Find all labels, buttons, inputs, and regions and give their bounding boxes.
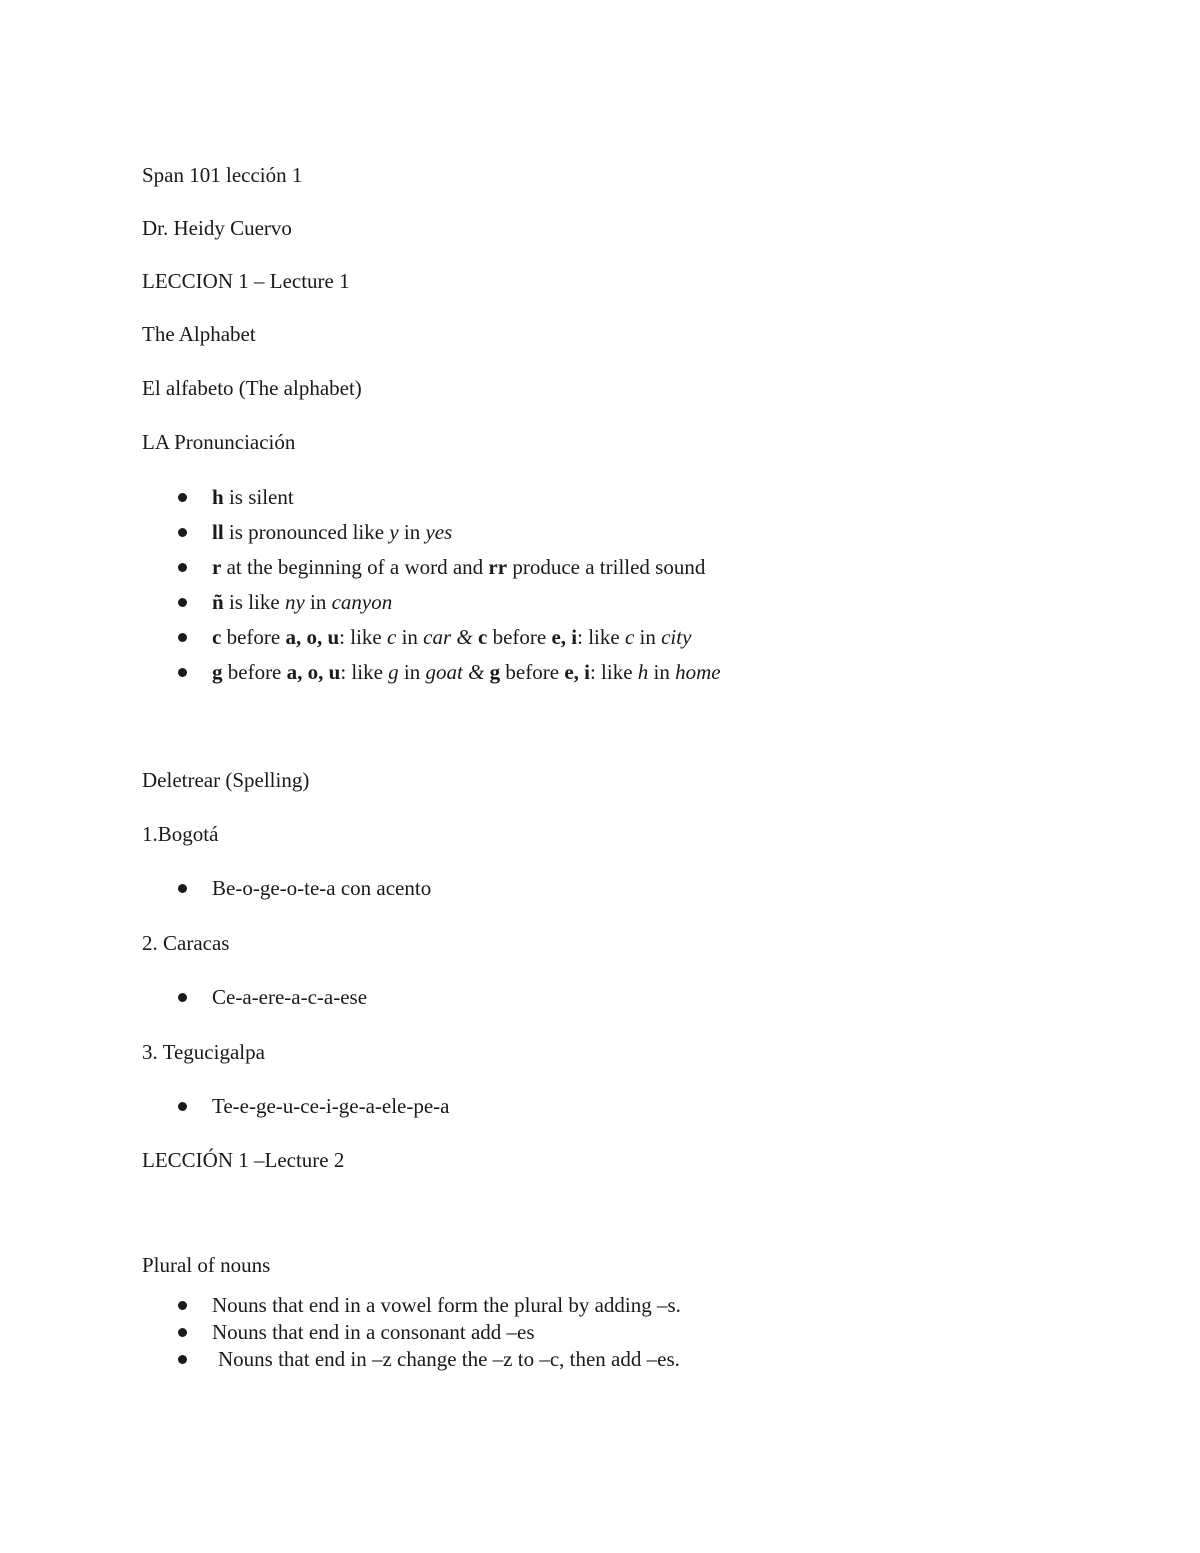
rule-bold-text: a, o, u bbox=[285, 625, 340, 649]
bullet-icon bbox=[178, 668, 187, 677]
rule-bold-text: ll bbox=[212, 520, 224, 544]
lecture-1-title: LECCION 1 – Lecture 1 bbox=[142, 269, 350, 293]
pronunciation-rule bbox=[212, 520, 452, 544]
spelling-word: 1.Bogotá bbox=[142, 822, 219, 846]
rule-italic-text: h bbox=[637, 660, 649, 684]
plural-rule: Nouns that end in a consonant add –es bbox=[212, 1320, 535, 1344]
lecture-2-title: LECCIÓN 1 –Lecture 2 bbox=[142, 1148, 345, 1172]
rule-text: before bbox=[500, 660, 565, 684]
rule-text: in bbox=[398, 660, 426, 684]
rule-text: in bbox=[396, 625, 424, 649]
rule-bold-text: e, i bbox=[564, 660, 590, 684]
rule-text: : like bbox=[339, 625, 387, 649]
bullet-icon bbox=[178, 1102, 187, 1111]
plural-heading: Plural of nouns bbox=[142, 1253, 271, 1277]
rule-text: is silent bbox=[223, 485, 294, 509]
bullet-icon bbox=[178, 1328, 187, 1337]
bullet-icon bbox=[178, 493, 187, 502]
rule-text: in bbox=[398, 520, 426, 544]
spelling-word: 2. Caracas bbox=[142, 931, 230, 955]
instructor-name: Dr. Heidy Cuervo bbox=[142, 216, 292, 240]
plural-rule: Nouns that end in a vowel form the plural by adding –s. bbox=[212, 1293, 681, 1317]
rule-bold-text: h bbox=[212, 485, 224, 509]
rule-italic-text: goat & bbox=[425, 660, 485, 684]
rule-bold-text: c bbox=[212, 625, 222, 649]
rule-italic-text: canyon bbox=[331, 590, 393, 614]
rule-bold-text: e, i bbox=[551, 625, 578, 649]
rule-text: in bbox=[634, 625, 662, 649]
rule-text: is pronounced like bbox=[223, 520, 390, 544]
rule-bold-text: g bbox=[212, 660, 223, 684]
spelling-result: Be-o-ge-o-te-a con acento bbox=[212, 876, 432, 900]
bullet-icon bbox=[178, 884, 187, 893]
rule-bold-text: g bbox=[489, 660, 501, 684]
course-title: Span 101 lección 1 bbox=[142, 163, 303, 187]
bullet-icon bbox=[178, 1301, 187, 1310]
alphabet-heading: The Alphabet bbox=[142, 322, 256, 346]
rule-italic-text: c bbox=[386, 625, 397, 649]
rule-italic-text: c bbox=[624, 625, 635, 649]
bullet-icon bbox=[178, 633, 187, 642]
rule-text: : like bbox=[589, 660, 638, 684]
rule-italic-text: y bbox=[389, 520, 399, 544]
bullet-icon bbox=[178, 528, 187, 537]
rule-text: : like bbox=[577, 625, 625, 649]
spelling-result: Ce-a-ere-a-c-a-ese bbox=[212, 985, 368, 1009]
pronunciation-rule bbox=[212, 590, 392, 614]
spelling-result: Te-e-ge-u-ce-i-ge-a-ele-pe-a bbox=[212, 1094, 450, 1118]
plural-rule: Nouns that end in –z change the –z to –c, then add –es. bbox=[218, 1347, 680, 1371]
rule-italic-text: home bbox=[675, 660, 721, 684]
pronunciation-rule bbox=[212, 625, 691, 649]
rule-bold-text: a, o, u bbox=[286, 660, 341, 684]
rule-italic-text: car & bbox=[423, 625, 473, 649]
rule-bold-text: r bbox=[212, 555, 222, 579]
rule-bold-text: c bbox=[477, 625, 488, 649]
rule-text: at the beginning of a word and bbox=[221, 555, 489, 579]
rule-text: produce a trilled sound bbox=[507, 555, 706, 579]
rule-text: in bbox=[648, 660, 676, 684]
spelling-word: 3. Tegucigalpa bbox=[142, 1040, 265, 1064]
rule-text: before bbox=[487, 625, 552, 649]
bullet-icon bbox=[178, 598, 187, 607]
spelling-heading: Deletrear (Spelling) bbox=[142, 768, 310, 792]
rule-text: before bbox=[222, 660, 287, 684]
rule-italic-text: g bbox=[388, 660, 399, 684]
bullet-icon bbox=[178, 993, 187, 1002]
alphabet-subheading: El alfabeto (The alphabet) bbox=[142, 376, 362, 400]
rule-bold-text: ñ bbox=[212, 590, 224, 614]
bullet-icon bbox=[178, 1355, 187, 1364]
rule-italic-text: ny bbox=[284, 590, 305, 614]
rule-text: : like bbox=[340, 660, 389, 684]
rule-italic-text: yes bbox=[425, 520, 453, 544]
rule-text: is like bbox=[223, 590, 285, 614]
bullet-icon bbox=[178, 563, 187, 572]
pronunciation-rule bbox=[212, 485, 294, 509]
pronunciation-rule bbox=[212, 660, 721, 684]
rule-italic-text: city bbox=[661, 625, 692, 649]
rule-text: in bbox=[304, 590, 332, 614]
rule-text: before bbox=[221, 625, 286, 649]
pronunciation-heading: LA Pronunciación bbox=[142, 430, 296, 454]
rule-bold-text: rr bbox=[488, 555, 508, 579]
pronunciation-rule bbox=[212, 555, 705, 579]
